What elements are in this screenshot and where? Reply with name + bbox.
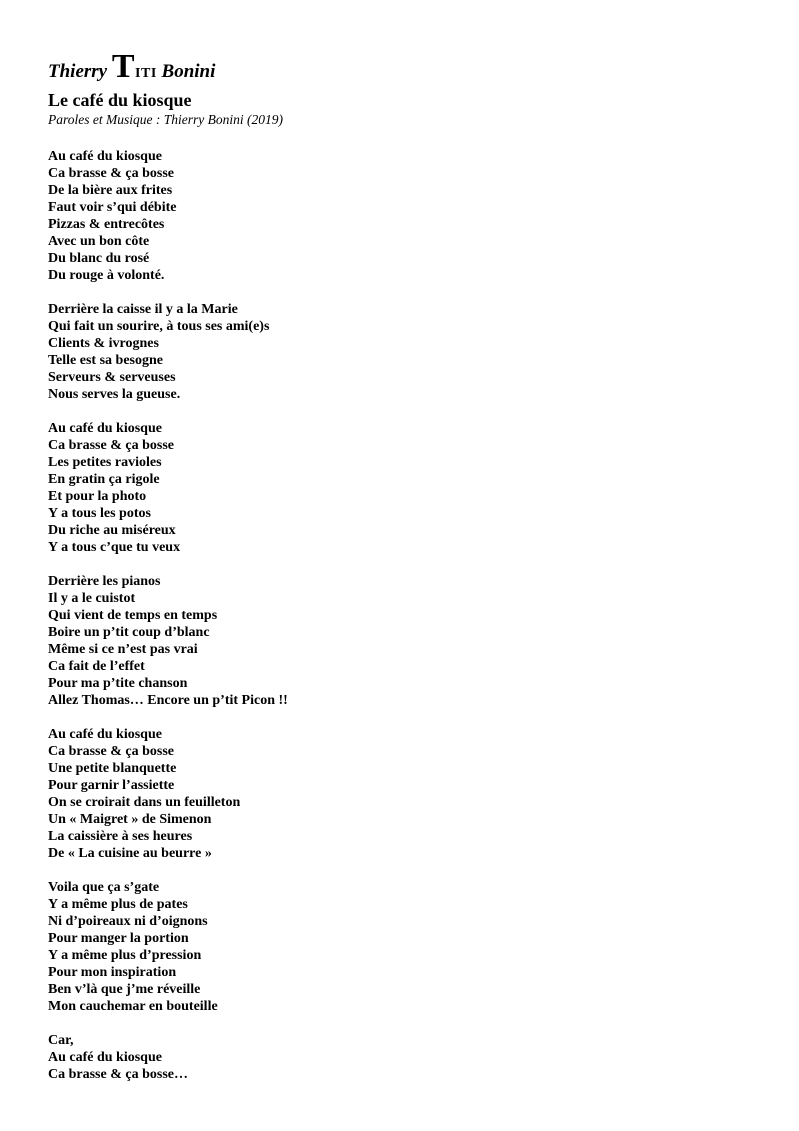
lyric-line: Faut voir s’qui débite	[48, 200, 177, 215]
lyric-line: Allez Thomas… Encore un p’tit Picon !!	[48, 693, 288, 708]
lyric-line: Au café du kiosque	[48, 421, 162, 436]
author-nickname	[111, 48, 157, 85]
lyric-line: Du blanc du rosé	[48, 251, 150, 266]
nickname-initial: T	[111, 48, 136, 85]
lyric-line: Pour ma p’tite chanson	[48, 676, 188, 691]
lyric-line: En gratin ça rigole	[48, 472, 160, 487]
lyric-line: Y a même plus d’pression	[48, 948, 202, 963]
lyric-line: Boire un p’tit coup d’blanc	[48, 625, 210, 640]
song-credits: Paroles et Musique : Thierry Bonini (2019)	[48, 112, 283, 127]
author-last-name: Bonini	[161, 61, 216, 82]
lyric-line: Mon cauchemar en bouteille	[48, 999, 218, 1014]
lyric-line: De « La cuisine au beurre »	[48, 846, 212, 861]
lyric-line: Ca brasse & ça bosse	[48, 744, 174, 759]
lyric-line: Du rouge à volonté.	[48, 268, 165, 283]
lyric-line: Une petite blanquette	[48, 761, 177, 776]
lyric-line: De la bière aux frites	[48, 183, 173, 198]
lyric-line: Et pour la photo	[48, 489, 147, 504]
lyric-line: Pour garnir l’assiette	[48, 778, 175, 793]
lyric-line: Y a même plus de pates	[48, 897, 188, 912]
lyric-line: Qui fait un sourire, à tous ses ami(e)s	[48, 319, 270, 334]
author-line	[48, 48, 768, 87]
lyric-line: Ca fait de l’effet	[48, 659, 145, 674]
lyric-line: Au café du kiosque	[48, 1050, 162, 1065]
lyric-line: Serveurs & serveuses	[48, 370, 176, 385]
lyric-line: Ni d’poireaux ni d’oignons	[48, 914, 208, 929]
lyric-line: On se croirait dans un feuilleton	[48, 795, 241, 810]
lyric-line: Voila que ça s’gate	[48, 880, 160, 895]
song-title: Le café du kiosque	[48, 90, 192, 110]
lyric-line: Pour mon inspiration	[48, 965, 177, 980]
lyric-line: Du riche au miséreux	[48, 523, 176, 538]
stanza	[48, 879, 768, 1015]
lyric-line: Car,	[48, 1033, 74, 1048]
lyric-line: Il y a le cuistot	[48, 591, 136, 606]
lyric-line: Clients & ivrognes	[48, 336, 159, 351]
lyric-line: Les petites ravioles	[48, 455, 162, 470]
lyric-line: Y a tous les potos	[48, 506, 151, 521]
lyric-line: Pizzas & entrecôtes	[48, 217, 165, 232]
lyric-line: Derrière la caisse il y a la Marie	[48, 302, 238, 317]
lyrics-page	[48, 48, 768, 1100]
lyric-line: Ca brasse & ça bosse	[48, 438, 174, 453]
lyric-line: Pour manger la portion	[48, 931, 189, 946]
lyric-line: Un « Maigret » de Simenon	[48, 812, 212, 827]
lyric-line: Telle est sa besogne	[48, 353, 163, 368]
lyric-line: Qui vient de temps en temps	[48, 608, 218, 623]
stanza	[48, 573, 768, 709]
lyric-line: Ca brasse & ça bosse…	[48, 1067, 188, 1082]
lyric-line: Ca brasse & ça bosse	[48, 166, 174, 181]
stanza	[48, 726, 768, 862]
lyric-line: La caissière à ses heures	[48, 829, 193, 844]
lyric-line: Ben v’là que j’me réveille	[48, 982, 201, 997]
nickname-rest: iti	[135, 60, 157, 82]
stanza	[48, 1032, 768, 1083]
stanza	[48, 148, 768, 284]
lyric-line: Même si ce n’est pas vrai	[48, 642, 198, 657]
lyric-line: Avec un bon côte	[48, 234, 150, 249]
stanza	[48, 420, 768, 556]
lyric-line: Au café du kiosque	[48, 149, 162, 164]
lyric-line: Au café du kiosque	[48, 727, 162, 742]
lyrics-body	[48, 148, 768, 1083]
lyric-line: Nous serves la gueuse.	[48, 387, 181, 402]
author-first-name: Thierry	[48, 61, 108, 82]
stanza	[48, 301, 768, 403]
lyric-line: Derrière les pianos	[48, 574, 161, 589]
lyric-line: Y a tous c’que tu veux	[48, 540, 181, 555]
